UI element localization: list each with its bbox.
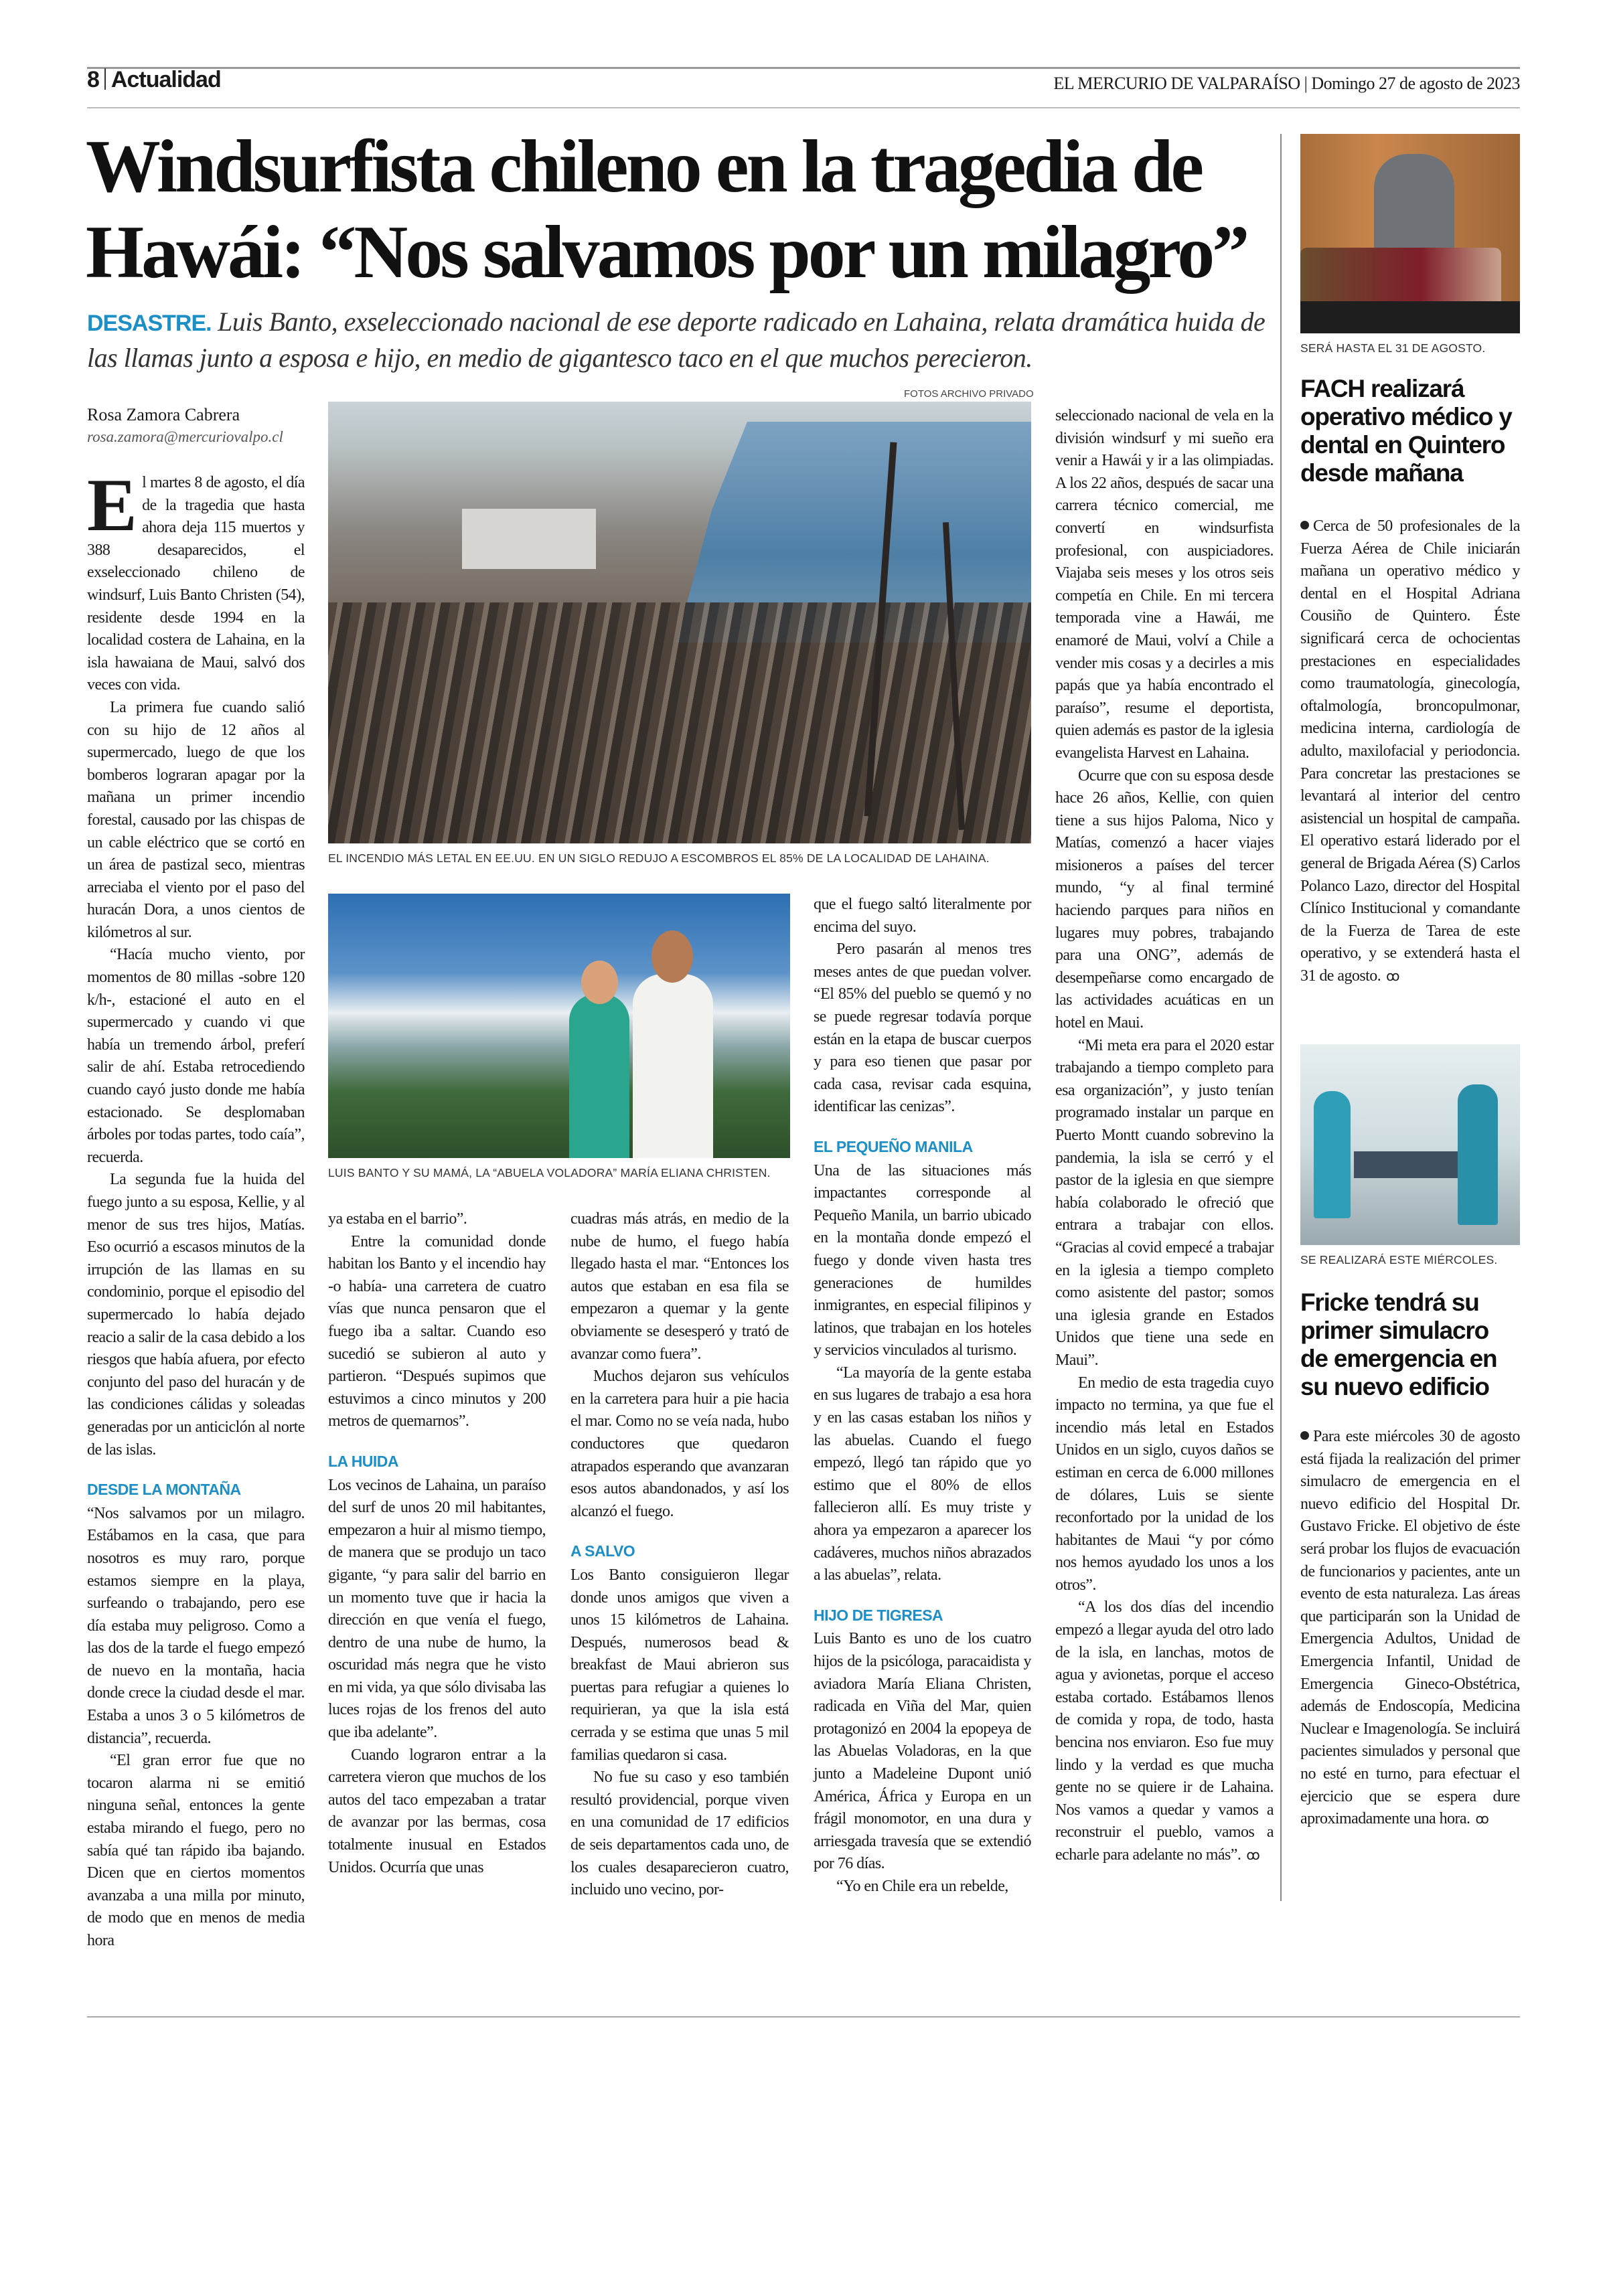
article-column-5 xyxy=(1055,405,1274,1868)
paragraph-text: Los Banto consiguieron llegar donde unos amigos que viven a unos 15 kilómetros de Lahaina. Después, numerosos bead & breakfast de Maui abrieron sus puertas para refugiar a quienes lo requirieran, ya que la isla está cerrada y se estima que unas 5 mil familias quedaron si casa. xyxy=(570,1566,789,1764)
paragraph-text: “Nos salvamos por un milagro. Estábamos en la casa, que para nosotros es muy raro, porque estamos siempre en la playa, surfeando o trabajando, pero ese día estaba muy peligroso. Como a las dos de la tarde el fuego empezó de nuevo en la montaña, hacia donde crece la ciudad desde el mar. Estaba a unos 3 o 5 kilómetros de distancia”, recuerda. xyxy=(87,1504,305,1747)
bottom-rule xyxy=(87,2016,1520,2018)
sidebar-paragraph xyxy=(1300,1426,1520,1831)
photo-credit: FOTOS ARCHIVO PRIVADO xyxy=(904,388,1034,400)
article-headline: Windsurfista chileno en la tragedia de Hawái: “Nos salvamos por un milagro” xyxy=(86,125,1247,294)
paragraph-text: La primera fue cuando salió con su hijo de 12 años al supermercado, luego de que los bomberos lograran apagar por la mañana un primer incendio forestal, causado por las chispas de un cable eléctrico que se cortó en un área de pastizal seco, mientras arreciaba el viento por el paso del huracán Dora, a unos cientos de kilómetros al sur. xyxy=(87,698,305,941)
author-name: Rosa Zamora Cabrera xyxy=(87,405,240,424)
paragraph-text: DESDE LA MONTAÑA xyxy=(87,1481,241,1499)
paragraph-text: ya estaba en el barrio”. xyxy=(328,1210,467,1228)
article-paragraph xyxy=(328,1208,546,1231)
section-name: Actualidad xyxy=(110,67,221,92)
article-paragraph xyxy=(814,1876,1031,1898)
paragraph-text: No fue su caso y eso también resultó providencial, porque viven en una comunidad de 17 edificios de seis departamentos cada uno, de los cuales desaparecieron cuatro, incluido uno vecino, por- xyxy=(570,1769,789,1899)
article-paragraph xyxy=(87,697,305,945)
photo-staff xyxy=(1314,1091,1351,1218)
article-paragraph xyxy=(814,1362,1031,1587)
deck-kicker: DESASTRE. xyxy=(87,311,212,336)
article-paragraph xyxy=(1055,1372,1274,1597)
article-paragraph xyxy=(814,894,1031,938)
article-paragraph xyxy=(328,1744,546,1880)
author-email: rosa.zamora@mercuriovalpo.cl xyxy=(87,428,283,445)
article-paragraph xyxy=(1055,405,1274,765)
paragraph-text: Una de las situaciones más impactantes corresponde al Pequeño Manila, un barrio ubicado en la montaña donde empezó el fuego y donde viven hasta tres generaciones de humildes inmigrantes, en especial filipinos y latinos, que trabajan en los hoteles y servicios vinculados al turismo. xyxy=(814,1161,1031,1360)
paragraph-text: cuadras más atrás, en medio de la nube de humo, el fuego había llegado hasta el mar. “Entonces los autos que estaban en esa fila se empezaron a quemar y la gente obviamente se desesperó y trató de avanzar como fuera”. xyxy=(570,1210,789,1363)
article-paragraph xyxy=(1055,1035,1274,1372)
end-of-article-icon: ꝏ xyxy=(1475,1812,1489,1827)
paragraph-text: “Mi meta era para el 2020 estar trabajando a tiempo completo para esa organización”, y justo tenían programado instalar un parque en Puerto Montt cuando sobrevino la pandemia, la isla se cerró y el pastor de la iglesia en que siempre había colaborado le ofreció que entrara a trabajar con ellos. “Gracias al covid empecé a trabajar en la iglesia a tiempo completo como asistente del pastor; somos una iglesia grande en Estados Unidos que tiene una sede en Maui”. xyxy=(1055,1036,1274,1369)
article-paragraph xyxy=(570,1564,789,1767)
paragraph-text: seleccionado nacional de vela en la división windsurf y mi sueño era venir a Hawái y ir a las olimpiadas. A los 22 años, después de sacar una carrera técnico comercial, me convertí en windsurfista profesional, con auspiciadores. Viajaba seis meses y los otros seis competía en Chile. En mi tercera temporada vine a Hawái, me enamoré de Maui, volví a Chile a vender mis cosas y a decirles a mis papás que ya había encontrado el paraíso”, resume el deportista, quien además es pastor de la iglesia evangelista Harvest en Lahaina. xyxy=(1055,407,1274,762)
article-column-4 xyxy=(814,894,1031,1898)
section-subhead xyxy=(328,1451,546,1473)
paragraph-text: A SALVO xyxy=(570,1542,635,1560)
section-subhead xyxy=(814,1136,1031,1159)
paragraph-text: que el fuego saltó literalmente por encima del suyo. xyxy=(814,896,1031,936)
paragraph-text: Ocurre que con su esposa desde hace 26 años, Kellie, con quien tiene a sus hijos Paloma, Nico y Matías, comenzó a hacer viajes misioneros a países del tercer mundo, “y al final terminé haciendo parques para niños en lugares muy pobres, trabajando para una ONG”, además de desempeñarse como encargado de las actividades acuáticas en un hotel en Maui. xyxy=(1055,766,1274,1032)
photo-person-mother xyxy=(569,994,629,1158)
article-paragraph xyxy=(87,1169,305,1461)
paragraph-text: HIJO DE TIGRESA xyxy=(814,1606,943,1624)
paragraph-text: EL PEQUEÑO MANILA xyxy=(814,1137,973,1155)
section-subhead xyxy=(87,1479,305,1501)
paragraph-text: Los vecinos de Lahaina, un paraíso del surf de unos 20 mil habitantes, empezaron a huir al mismo tiempo, de manera que se produjo un taco gigante, “y para salir del barrio en un momento tuve que ir hacia la dirección en que venía el fuego, dentro de una nube de humo, la oscuridad más negra que he visto en mi vida, ya que sólo divisaba las luces rojas de los frenos del auto que iba adelante”. xyxy=(328,1476,546,1742)
publication-date: Domingo 27 de agosto de 2023 xyxy=(1311,74,1520,93)
page-section-header xyxy=(87,67,221,93)
sidebar-paragraph xyxy=(1300,515,1520,988)
header-rule xyxy=(87,107,1520,108)
article-column-2 xyxy=(328,1208,546,1879)
sidebar-headline: FACH realizará operativo médico y dental en Quintero desde mañana xyxy=(1300,375,1512,487)
sidebar-divider xyxy=(1280,134,1282,1901)
photo-patient xyxy=(1300,248,1501,308)
sidebar-text: Cerca de 50 profesionales de la Fuerza Aérea de Chile iniciarán mañana un operativo médico y dental en el Hospital Adriana Cousiño de Quintero. Éste significará cerca de ochocientas prestaciones en especialidades como traumatología, ginecología, oftalmología, broncopulmonar, medicina interna, cardiología de adulto, maxilofacial y periodoncia. Para concretar las prestaciones se levantará al interior del centro asistencial un hospital de campaña. El operativo estará liderado por el general de Brigada Aérea (S) Carlos Polanco Lazo, director del Hospital Clínico Institucional y comandante de la Fuerza de Tarea de este operativo, y se extenderá hasta el 31 de agosto. xyxy=(1300,517,1520,985)
article-column-1 xyxy=(87,464,305,1953)
article-paragraph xyxy=(87,1750,305,1952)
photo-person-son xyxy=(633,974,713,1158)
top-rule xyxy=(87,67,1520,69)
sidebar-headline: Fricke tendrá su primer simulacro de emergencia en su nuevo edificio xyxy=(1300,1289,1497,1400)
article-paragraph: El martes 8 de agosto, el día de la tragedia que hasta ahora deja 115 muertos y 388 desaparecidos, el exseleccionado chileno de windsurf, Luis Banto Christen (54), residente desde 1994 en la localidad costera de Lahaina, en la isla hawaiana de Maui, salvó dos veces con vida. xyxy=(87,464,305,694)
paragraph-text: Entre la comunidad donde habitan los Banto y el incendio hay -o había- una carretera de cuatro vías que nunca pensaron que el fuego iba a saltar. Cuando eso sucedió se subieron al auto y partieron. “Después supimos que estuvimos a cinco minutos y 200 metros de quemarnos”. xyxy=(328,1232,546,1430)
article-paragraph xyxy=(570,1208,789,1366)
section-subhead xyxy=(814,1605,1031,1627)
photo-chair xyxy=(1300,301,1520,333)
article-paragraph xyxy=(328,1475,546,1744)
photo-staff xyxy=(1458,1084,1498,1225)
paragraph-text: “Yo en Chile era un rebelde, xyxy=(836,1877,1008,1895)
article-paragraph xyxy=(814,938,1031,1119)
photo-person-head xyxy=(581,961,618,1004)
section-subhead xyxy=(570,1540,789,1563)
paragraph-text: Cuando lograron entrar a la carretera vieron que muchos de los autos del taco empezaban a tratar de avanzar por las bermas, cosa totalmente inusual en Estados Unidos. Ocurría que unas xyxy=(328,1746,546,1876)
bullet-icon xyxy=(1300,1431,1309,1440)
paragraph-text: “El gran error fue que no tocaron alarma ni se emitió ninguna señal, entonces la gente estaba mirando el fuego, pero no sabía qué tan rápido iba bajando. Dicen que en ciertos momentos avanzaba a una milla por minuto, de modo que en menos de media hora xyxy=(87,1752,305,1949)
publication-name: EL MERCURIO DE VALPARAÍSO xyxy=(1053,74,1300,93)
paragraph-text: Muchos dejaron sus vehículos en la carretera para huir a pie hacia el mar. Como no se veía nada, hubo conductores que quedaron atrapados esperando que avanzaran esos autos abandonados, y así los alcanzó el fuego. xyxy=(570,1368,789,1520)
publication-dateline: EL MERCURIO DE VALPARAÍSO | Domingo 27 de agosto de 2023 xyxy=(1053,74,1520,93)
lahaina-fire-photo xyxy=(328,402,1031,843)
paragraph-text: “A los dos días del incendio empezó a llegar ayuda del otro lado de la isla, en lanchas, motos de agua y avionetas, porque el acceso estaba cortado. Estábamos llenos de comida y ropa, de todo, hasta bencina nos enviaron. Eso fue muy lindo y la verdad es que mucha gente no se quiere ir de Lahaina. Nos vamos a quedar y vamos a reconstruir el pueblo, vamos a echarle para adelante no más”. xyxy=(1055,1598,1274,1864)
article-paragraph xyxy=(328,1231,546,1433)
luis-banto-and-mother-photo xyxy=(328,894,790,1158)
article-paragraph xyxy=(87,944,305,1169)
end-of-article-icon: ꝏ xyxy=(1386,969,1399,984)
paragraph-text: Luis Banto es uno de los cuatro hijos de la psicóloga, paracaidista y aviadora María Eliana Christen, radicada en Viña del Mar, quien protagonizó en 2004 la epopeya de las Abuelas Voladoras, en la que junto a Madeleine Dupont unió América, África y Europa en un frágil monomotor, en una dura y arriesgada travesía que se extendió por 76 días. xyxy=(814,1630,1031,1873)
fricke-drill-photo xyxy=(1300,1044,1520,1245)
photo-person-head xyxy=(652,930,693,983)
photo-caption: EL INCENDIO MÁS LETAL EN EE.UU. EN UN SIGLO REDUJO A ESCOMBROS EL 85% DE LA LOCALIDAD DE LAHAINA. xyxy=(328,851,990,865)
sidebar-body xyxy=(1300,515,1520,988)
article-paragraph xyxy=(1055,765,1274,1035)
sidebar-photo-caption: SE REALIZARÁ ESTE MIÉRCOLES. xyxy=(1300,1253,1498,1266)
end-of-article-icon: ꝏ xyxy=(1246,1848,1260,1863)
separator xyxy=(104,68,106,90)
photo-ruins xyxy=(328,602,1031,843)
sidebar-text: Para este miércoles 30 de agosto está fijada la realización del primer simulacro de emergencia en el nuevo edificio del Hospital Dr. Gustavo Fricke. El objetivo de éste será probar los flujos de evacuación de funcionarios y pacientes, ante un evento de esta naturaleza. Las áreas que participarán son la Unidad de Emergencia Adultos, Unidad de Emergencia Infantil, Unidad de Emergencia Gineco-Obstétrica, además de Endoscopía, Medicina Nuclear e Imagenología. Se incluirá pacientes simulados y personal que no esté en turno, para efectuar el ejercicio que se espera dure aproximadamente una hora. xyxy=(1300,1428,1520,1828)
article-paragraph xyxy=(570,1767,789,1902)
article-deck xyxy=(87,305,1272,376)
article-paragraph xyxy=(1055,1596,1274,1867)
bullet-icon xyxy=(1300,521,1309,529)
sidebar-photo-caption: SERÁ HASTA EL 31 DE AGOSTO. xyxy=(1300,341,1486,355)
deck-text: Luis Banto, exseleccionado nacional de ese deporte radicado en Lahaina, relata dramática huida de las llamas junto a esposa e hijo, en medio de gigantesco taco en el que muchos perecieron. xyxy=(87,307,1266,373)
photo-caption: LUIS BANTO Y SU MAMÁ, LA “ABUELA VOLADORA” MARÍA ELIANA CHRISTEN. xyxy=(328,1166,771,1179)
paragraph-text: “La mayoría de la gente estaba en sus lugares de trabajo a esa hora y en las casas estaban los niños y las abuelas. Cuando el fuego empezó, llegó tan rápido que yo estimo que el 80% de ellos fallecieron allí. Es muy triste y ahora ya empezaron a aparecer los cadáveres, muchos niños abrazados a las abuelas”, relata. xyxy=(814,1364,1031,1584)
page-number: 8 xyxy=(87,67,99,92)
paragraph-text: “Hacía mucho viento, por momentos de 80 millas -sobre 120 k/h-, estacioné el auto en el supermercado y cuando vi que había un tremendo árbol, preferí salir de ahí. Estaba retrocediendo cuando cayó justo donde me había estacionado. Se desplomaban árboles por todas partes, todo caía”, recuerda. xyxy=(87,946,305,1166)
paragraph-text: LA HUIDA xyxy=(328,1452,399,1470)
fach-medical-photo xyxy=(1300,134,1520,333)
article-paragraph xyxy=(814,1628,1031,1876)
paragraph-text: Pero pasarán al menos tres meses antes de que puedan volver. “El 85% del pueblo se quemó y no se puede regresar todavía porque están en la etapa de buscar cuerpos y para eso tienen que pasar por cada casa, revisar cada esquina, identificar las cenizas”. xyxy=(814,940,1031,1116)
sidebar-body xyxy=(1300,1426,1520,1831)
paragraph-text: La segunda fue la huida del fuego junto a su esposa, Kellie, y al menor de sus tres hijos, Matías. Eso ocurrió a escasos minutos de la irrupción de las llamas en su condominio, porque el episodio del supermercado lo había dejado reacio a salir de la casa debido a los riesgos que había afuera, por efecto conjunto del paso del huracán y de las condiciones cálidas y soleadas generadas por un anticiclón al norte de las islas. xyxy=(87,1171,305,1459)
article-column-3 xyxy=(570,1208,789,1902)
article-paragraph xyxy=(87,1503,305,1750)
article-paragraph xyxy=(570,1366,789,1523)
paragraph-text: En medio de esta tragedia cuyo impacto no termina, ya que fue el incendio más letal en Estados Unidos en un siglo, cuyos daños se estiman en cerca de 6.000 millones de dólares, Luis se siente reconfortado por la unidad de los habitantes de Maui “y por cómo nos hemos ayudado los unos a los otros”. xyxy=(1055,1374,1274,1594)
photo-building xyxy=(462,509,596,569)
article-paragraph xyxy=(814,1160,1031,1362)
